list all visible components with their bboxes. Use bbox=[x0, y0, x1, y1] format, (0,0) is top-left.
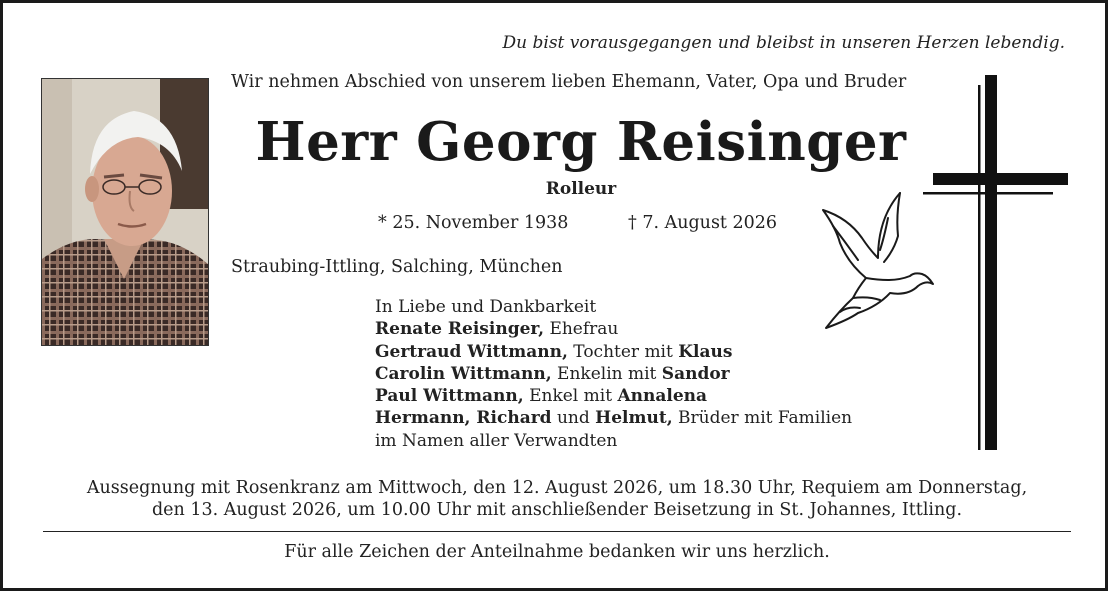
cross-icon bbox=[923, 75, 1073, 455]
divider bbox=[43, 531, 1071, 532]
mourner-line: Carolin Wittmann, Enkelin mit Sandor bbox=[375, 363, 730, 384]
death-date: † 7. August 2026 bbox=[628, 213, 778, 233]
mourners-list bbox=[375, 296, 852, 452]
occupation: Rolleur bbox=[545, 179, 617, 199]
thanks-note: Für alle Zeichen der Anteilnahme bedanken wir uns herzlich. bbox=[284, 542, 830, 562]
service-line-2: den 13. August 2026, um 10.00 Uhr mit anschließender Beisetzung in St. Johannes, Ittling. bbox=[151, 500, 963, 520]
places: Straubing-Ittling, Salching, München bbox=[231, 257, 563, 277]
mourner-line: Hermann, Richard und Helmut, Brüder mit Familien bbox=[375, 408, 853, 429]
dove-icon bbox=[818, 188, 938, 338]
portrait-photo bbox=[41, 78, 209, 346]
service-line-1: Aussegnung mit Rosenkranz am Mittwoch, den 12. August 2026, um 18.30 Uhr, Requiem am Donnerstag, bbox=[86, 478, 1028, 498]
mourners-heading: In Liebe und Dankbarkeit bbox=[375, 297, 597, 317]
deceased-name: Herr Georg Reisinger bbox=[255, 111, 907, 173]
birth-date: * 25. November 1938 bbox=[378, 213, 569, 233]
mourner-line: Paul Wittmann, Enkel mit Annalena bbox=[375, 386, 708, 407]
mourner-line: Renate Reisinger, Ehefrau bbox=[375, 319, 619, 340]
motto: Du bist vorausgegangen und bleibst in unseren Herzen lebendig. bbox=[502, 33, 1065, 53]
mourners-closing: im Namen aller Verwandten bbox=[375, 430, 618, 451]
mourner-line: Gertraud Wittmann, Tochter mit Klaus bbox=[375, 341, 733, 362]
intro-text: Wir nehmen Abschied von unserem lieben Ehemann, Vater, Opa und Bruder bbox=[231, 72, 907, 92]
service-info bbox=[43, 477, 1071, 521]
